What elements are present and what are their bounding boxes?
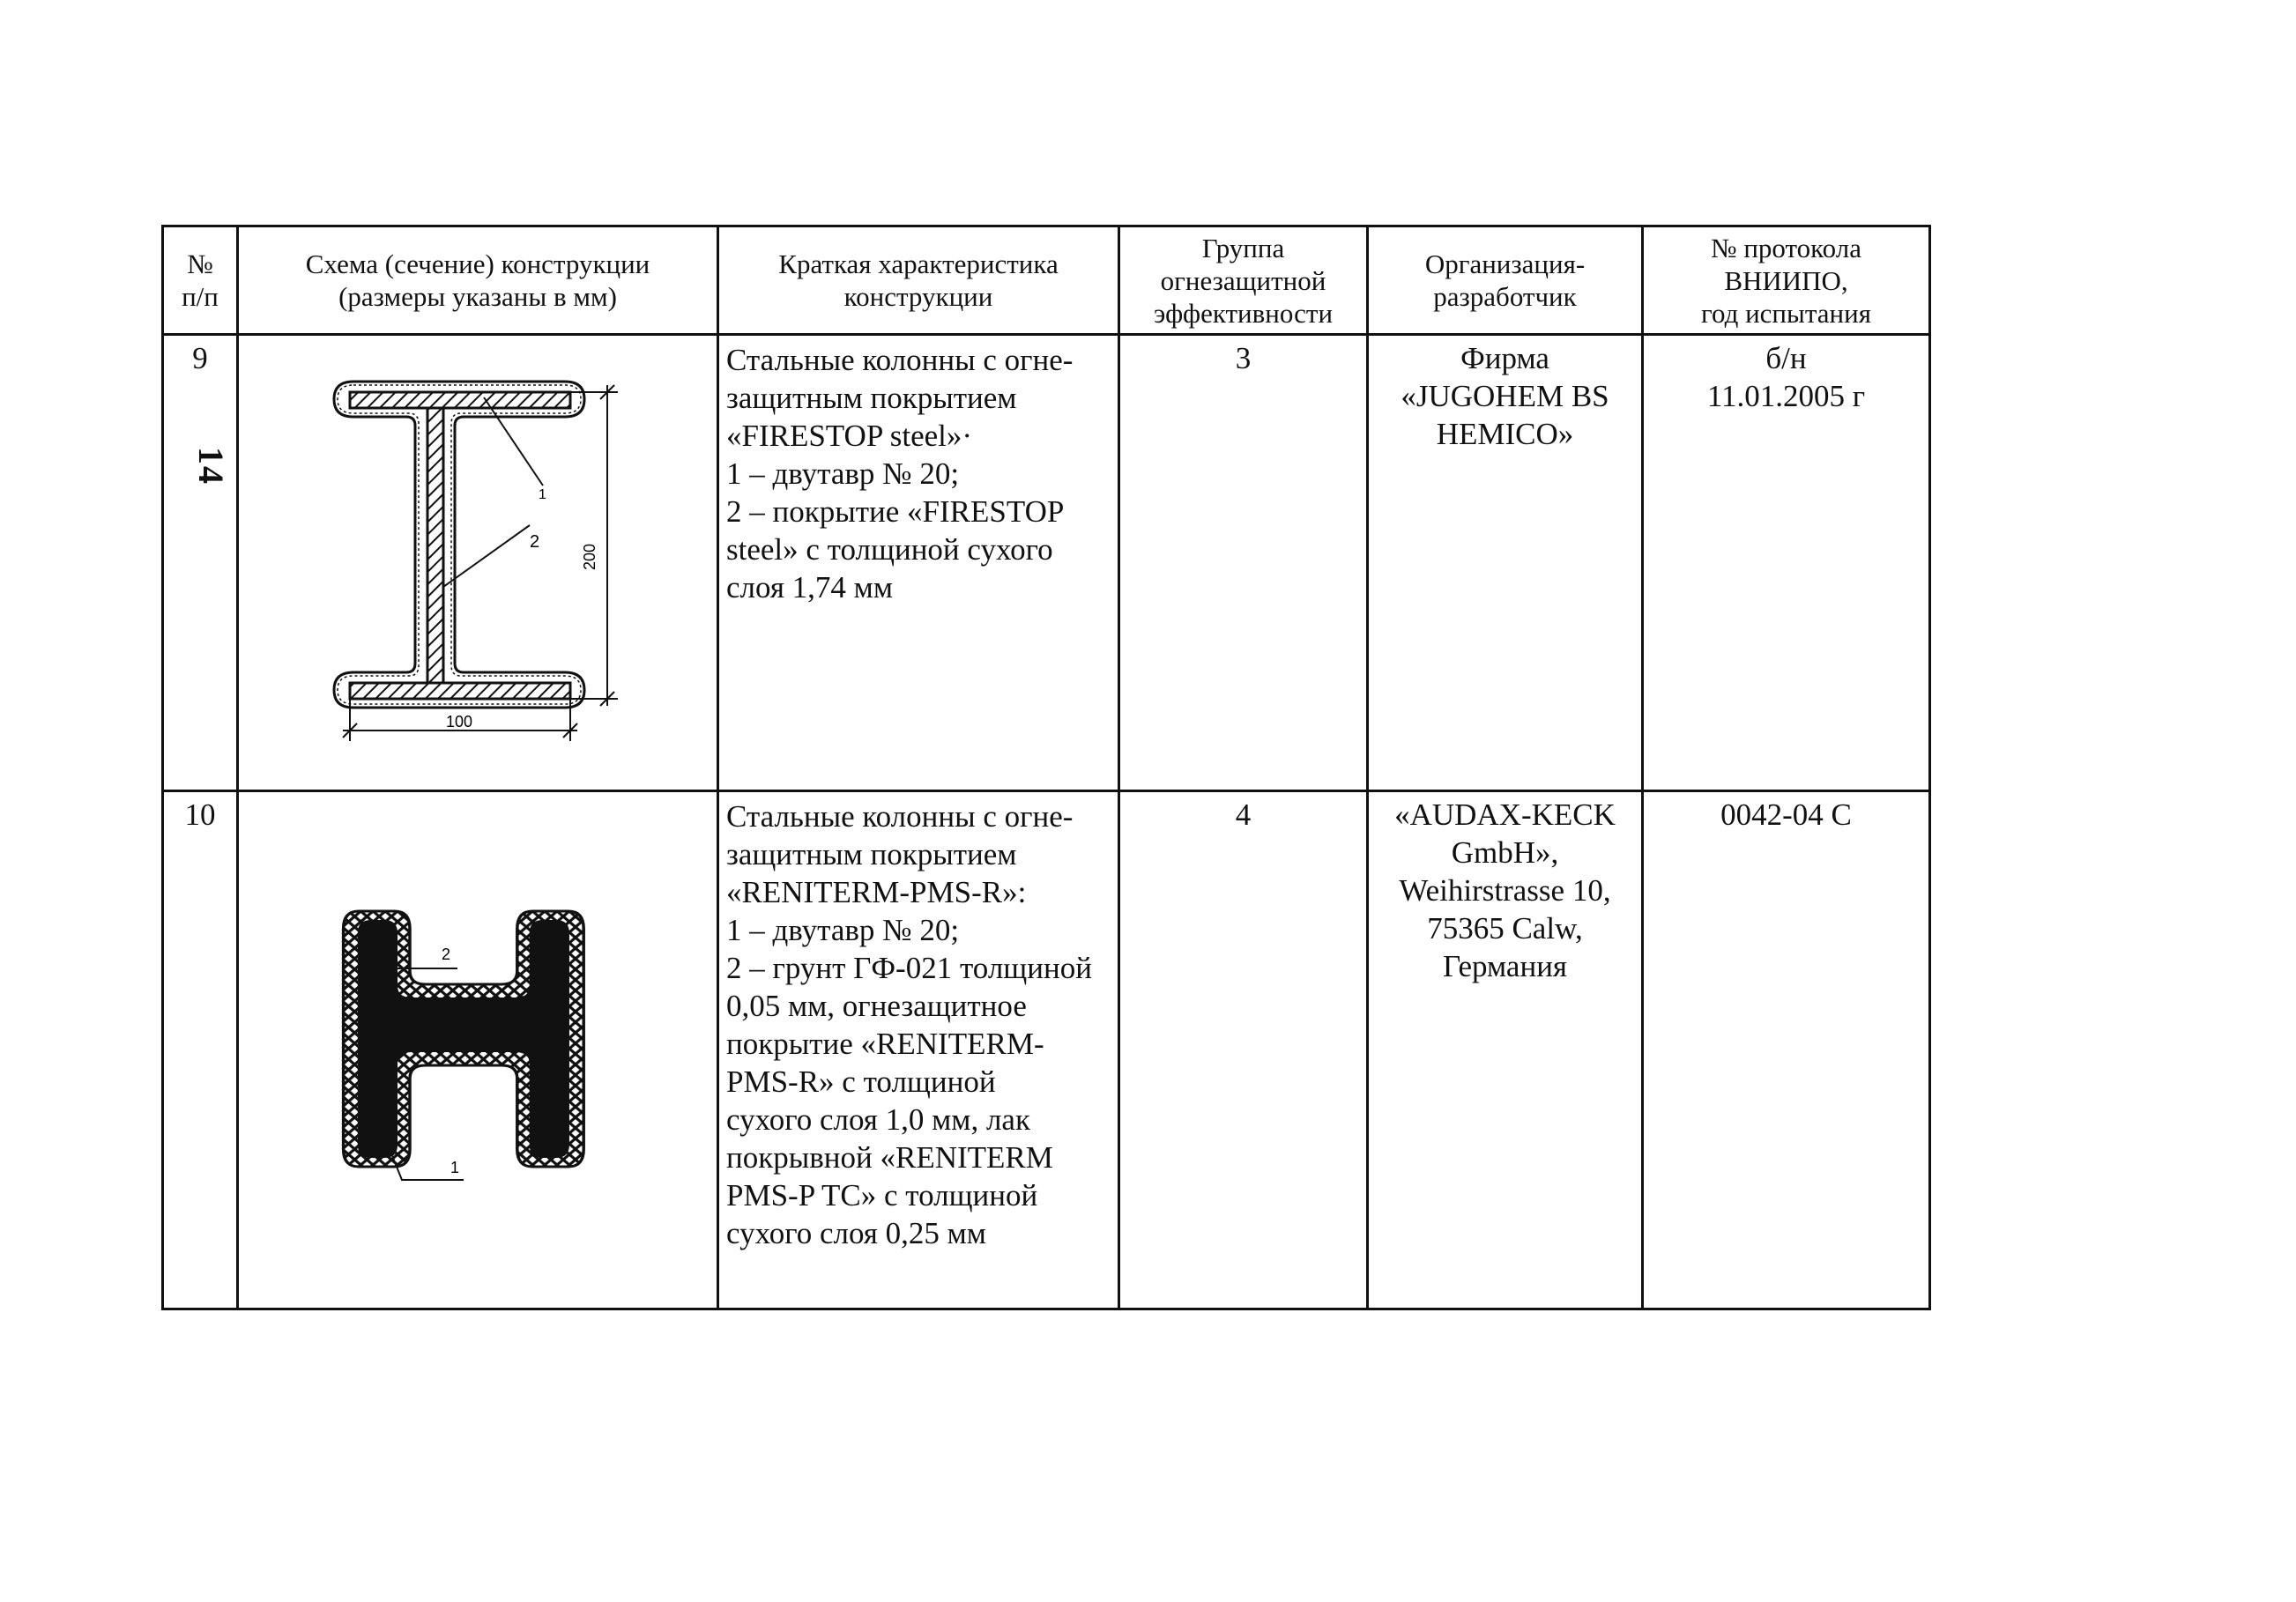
fire-protection-table bbox=[161, 225, 1931, 1310]
svg-text:1: 1 bbox=[450, 1159, 460, 1176]
table-row bbox=[163, 791, 1930, 1309]
header-org: Организация- разработчик bbox=[1368, 226, 1643, 335]
row-description: Стальные колонны с огне- защитным покрытием «RENITERM-PMS-R»: 1 – двутавр № 20; 2 – грунт ГФ-021 толщиной 0,05 мм, огнезащитное покрытие «RENITERM- PMS-R» с толщиной сухого слоя 1,0 мм, лак покрывной «RENITERM PMS-P TC» с толщиной сухого слоя 0,25 мм bbox=[718, 791, 1119, 1309]
header-scheme: Схема (сечение) конструкции (размеры указаны в мм) bbox=[238, 226, 718, 335]
svg-text:200: 200 bbox=[581, 543, 598, 571]
row-protocol: б/н 11.01.2005 г bbox=[1643, 335, 1930, 791]
table-row bbox=[163, 335, 1930, 791]
table-header-row bbox=[163, 226, 1930, 335]
row-org: «AUDAX-KECK GmbH», Weihirstrasse 10, 75365 Calw, Германия bbox=[1368, 791, 1643, 1309]
row-org: Фирма «JUGOHEM BS HEMICO» bbox=[1368, 335, 1643, 791]
header-protocol: № протокола ВНИИПО, год испытания bbox=[1643, 226, 1930, 335]
header-num: № п/п bbox=[163, 226, 238, 335]
h-beam-diagram-reniterm bbox=[239, 792, 719, 1299]
row-num: 9 bbox=[163, 335, 238, 791]
row-group: 4 bbox=[1119, 791, 1368, 1309]
svg-text:100: 100 bbox=[445, 713, 473, 731]
svg-text:1: 1 bbox=[539, 487, 546, 502]
row-description: Стальные колонны с огне- защитным покрытием «FIRESTOP steel»· 1 – двутавр № 20; 2 – покрытие «FIRESTOP steel» с толщиной сухого слоя 1,74 мм bbox=[718, 335, 1119, 791]
header-group: Группа огнезащитной эффективности bbox=[1119, 226, 1368, 335]
scheme-cell bbox=[238, 791, 718, 1309]
i-beam-diagram-firestop bbox=[239, 336, 719, 781]
header-description: Краткая характеристика конструкции bbox=[718, 226, 1119, 335]
row-group: 3 bbox=[1119, 335, 1368, 791]
scheme-cell bbox=[238, 335, 718, 791]
row-num: 10 bbox=[163, 791, 238, 1309]
page-number: 14 bbox=[191, 447, 231, 486]
svg-text:2: 2 bbox=[442, 946, 451, 963]
row-protocol: 0042-04 C bbox=[1643, 791, 1930, 1309]
svg-text:2: 2 bbox=[530, 532, 540, 552]
